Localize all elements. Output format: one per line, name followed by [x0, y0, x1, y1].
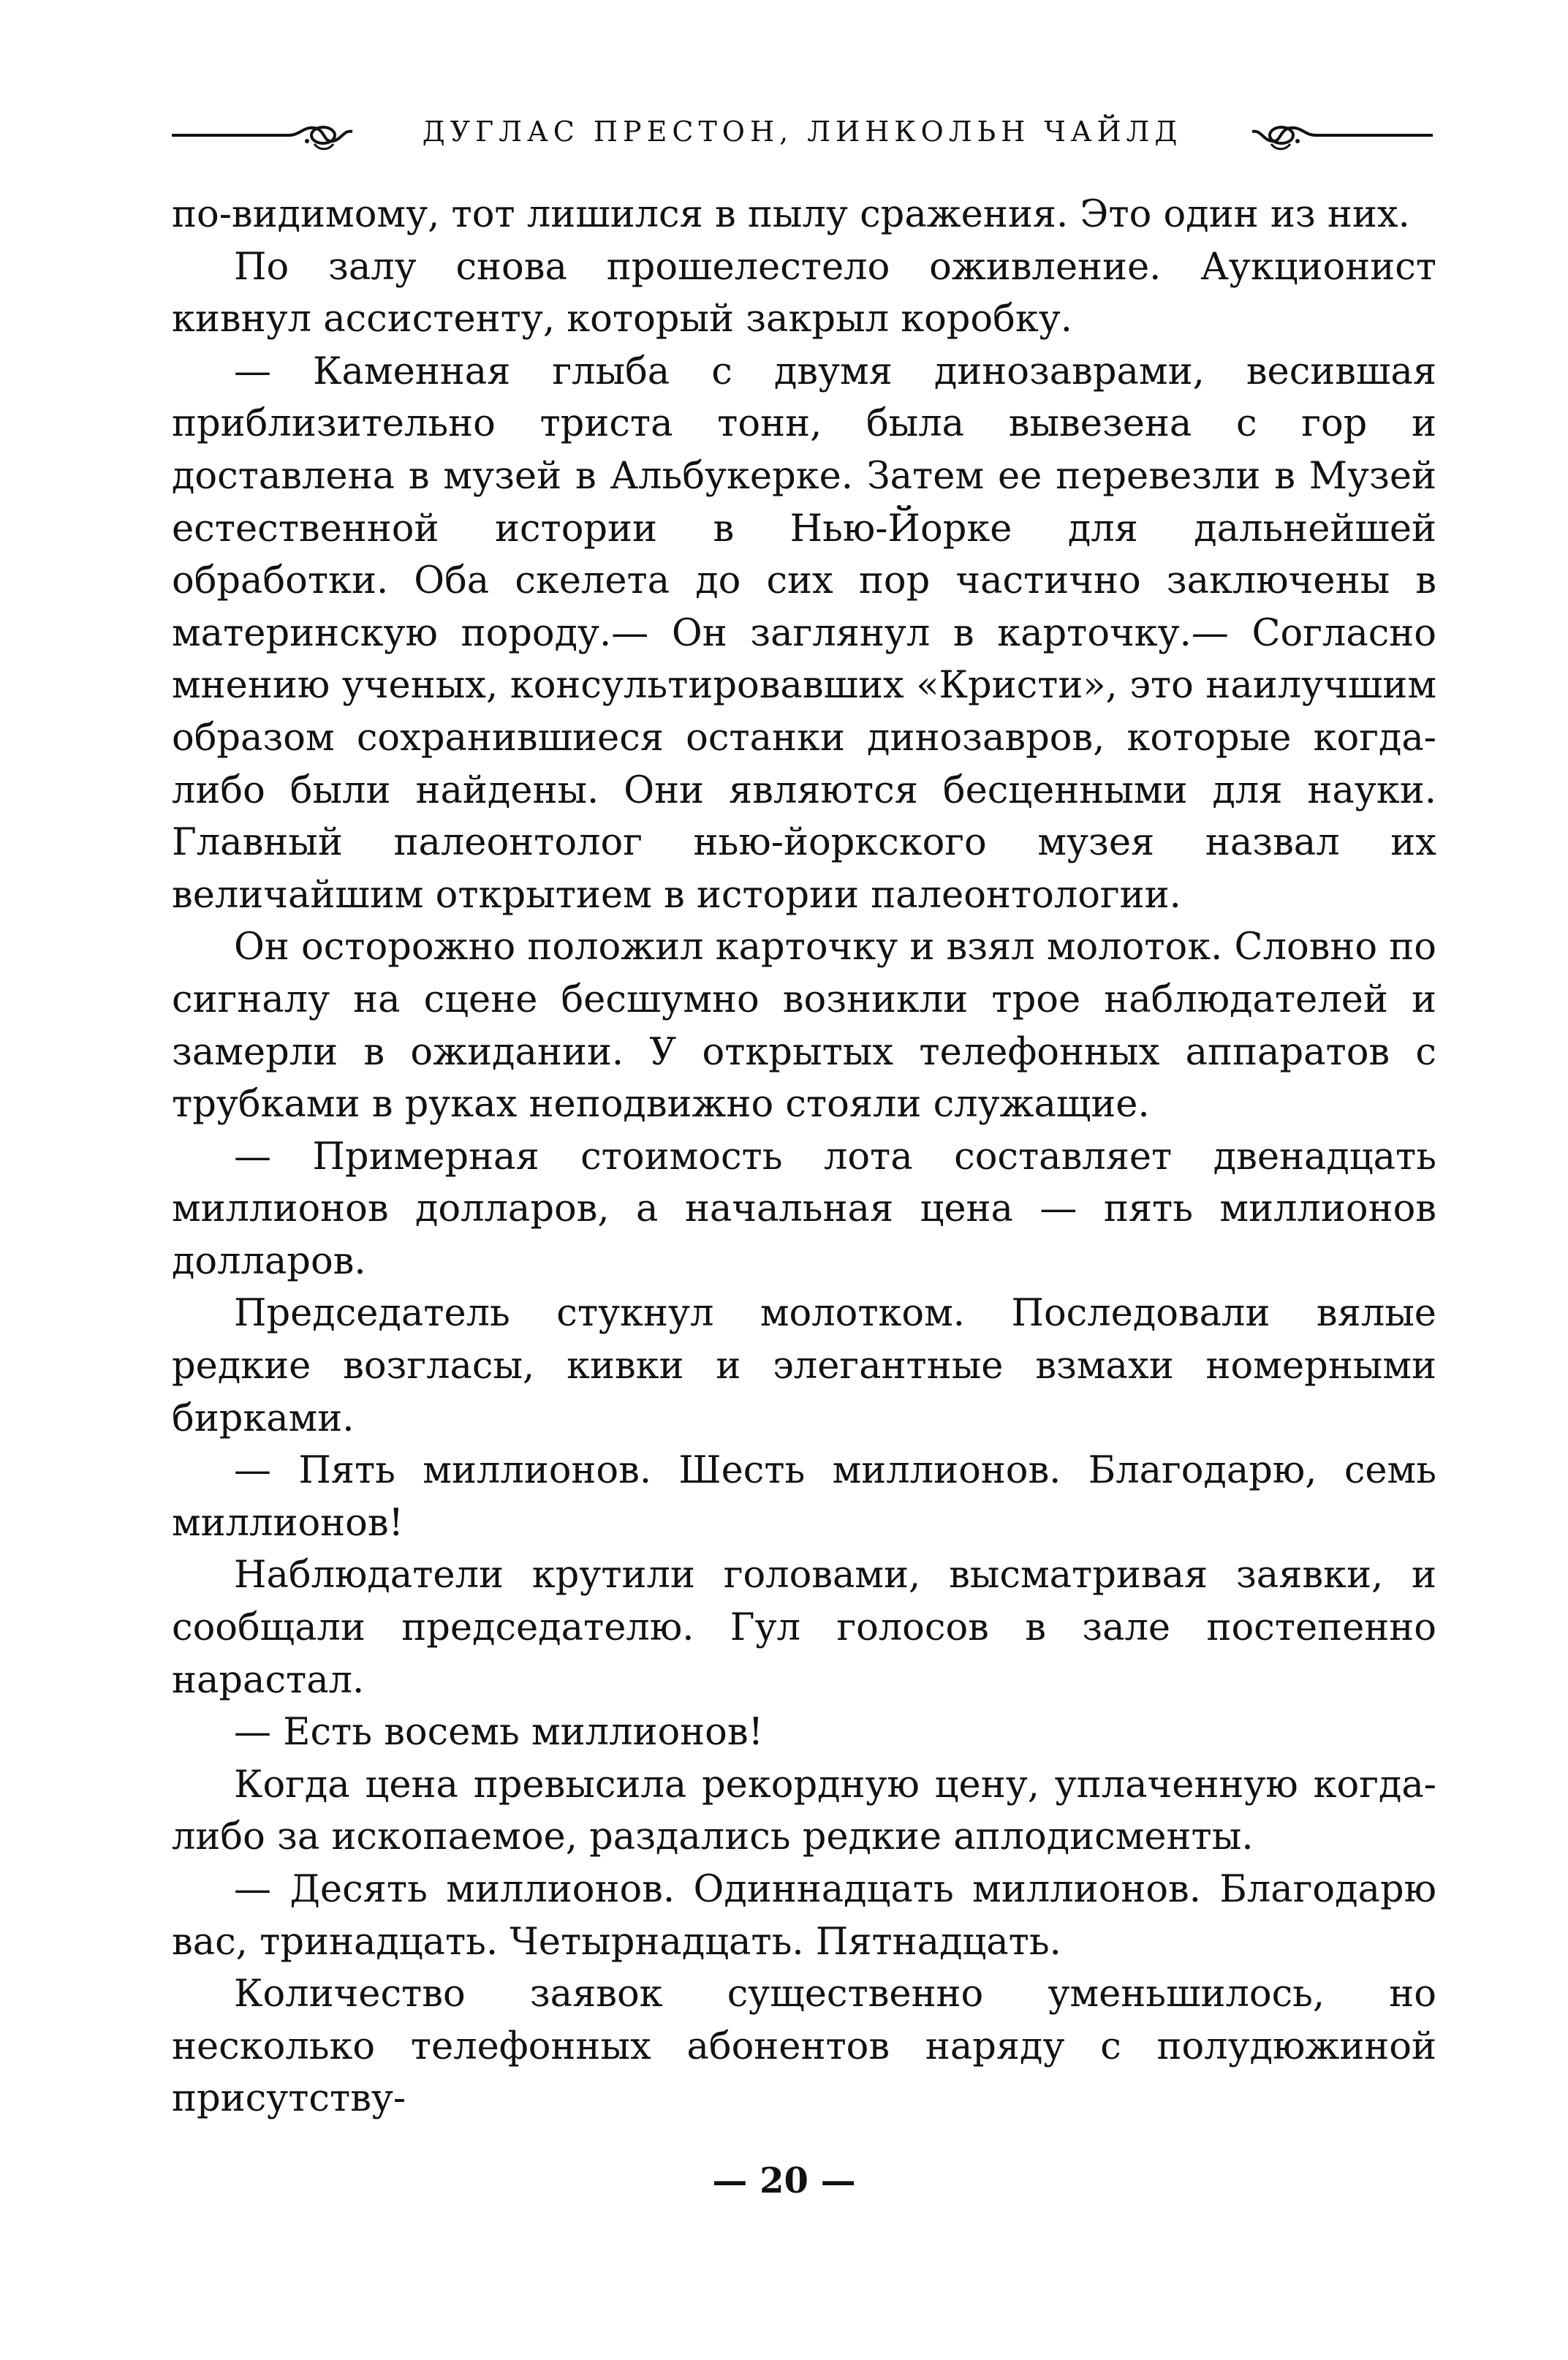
paragraph: Председатель стукнул молотком. Последовали вялые редкие возгласы, кивки и элегантные взмахи номерными бирками.: [172, 1292, 1436, 1440]
running-head: ДУГЛАС ПРЕСТОН, ЛИНКОЛЬН ЧАЙЛД: [422, 116, 1183, 148]
paragraph: Когда цена превысила рекордную цену, уплаченную когда-либо за ископаемое, раздались редкие аплодисменты.: [172, 1763, 1436, 1859]
header-rule-right: [1316, 134, 1433, 137]
paragraph: Количество заявок существенно уменьшилось, но несколько телефонных абонентов наряду с полудюжиной присутству-: [172, 1973, 1436, 2121]
page-number: — 20 —: [712, 2160, 856, 2201]
page-header: [172, 110, 1433, 161]
paragraph: — Примерная стоимость лота составляет двенадцать миллионов долларов, а начальная цена — пять миллионов долларов.: [172, 1135, 1436, 1283]
paragraph: По залу снова прошелестело оживление. Аукционист кивнул ассистенту, который закрыл коробку.: [172, 245, 1436, 341]
paragraph: — Есть восемь миллионов!: [234, 1711, 764, 1755]
paragraph: Наблюдатели крутили головами, высматривая заявки, и сообщали председателю. Гул голосов в зале постепенно нарастал.: [172, 1554, 1436, 1702]
body-text: [172, 189, 1436, 2125]
paragraph: — Пять миллионов. Шесть миллионов. Благодарю, семь миллионов!: [172, 1449, 1436, 1545]
paragraph: по-видимому, тот лишился в пылу сражения. Это один из них.: [172, 193, 1410, 236]
paragraph: Он осторожно положил карточку и взял молоток. Словно по сигналу на сцене бесшумно возникли трое наблюдателей и замерли в ожидании. У открытых телефонных аппаратов с трубками в руках неподвижно стояли служащие.: [172, 926, 1436, 1127]
ornament-flourish-icon: [1246, 113, 1319, 157]
paragraph: — Десять миллионов. Одиннадцать миллионов. Благодарю вас, тринадцать. Четырнадцать. Пятнадцать.: [172, 1868, 1436, 1964]
paragraph: — Каменная глыба с двумя динозаврами, весившая приблизительно триста тонн, была вывезена с гор и доставлена в музей в Альбукерке. Затем ее перевезли в Музей естественной истории в Нью-Йорке для дальнейшей обработки. Оба скелета до сих пор частично заключены в материнскую породу.— Он заглянул в карточку.— Согласно мнению ученых, консультировавших «Кристи», это наилучшим образом сохранившиеся останки динозавров, которые когда-либо были найдены. Они являются бесценными для науки. Главный палеонтолог нью-йоркского музея назвал их величайшим открытием в истории палеонтологии.: [172, 349, 1436, 917]
